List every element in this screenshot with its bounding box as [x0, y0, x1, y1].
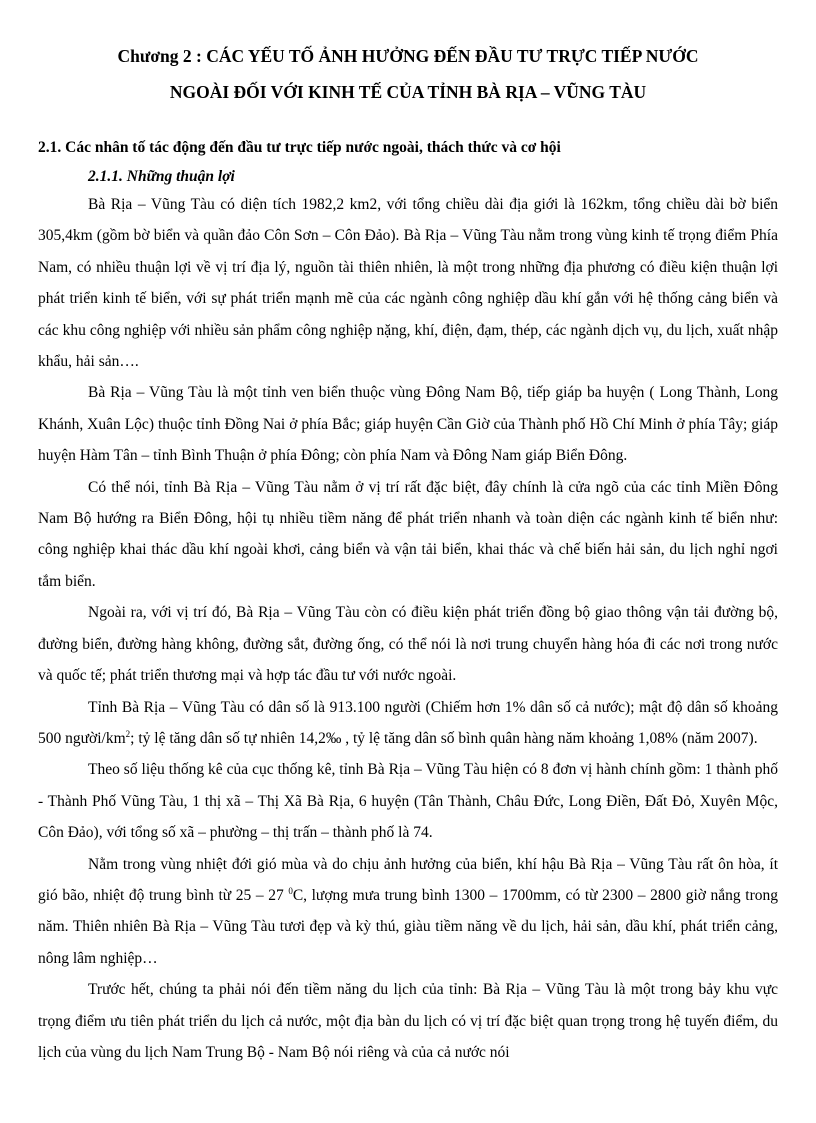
chapter-title-line-1: Chương 2 : CÁC YẾU TỐ ẢNH HƯỞNG ĐẾN ĐẦU TƯ TRỰC TIẾP NƯỚC	[117, 46, 699, 66]
paragraph-tourism: Trước hết, chúng ta phải nói đến tiềm năng du lịch của tỉnh: Bà Rịa – Vũng Tàu là một trong bảy khu vực trọng điểm ưu tiên phát triển du lịch cả nước, một địa bàn du lịch có vị trí đặc biệt quan trọng trong hệ tuyến điểm, du lịch của vùng du lịch Nam Trung Bộ - Nam Bộ nói riêng và của cả nước nói	[38, 981, 778, 1061]
body-text	[38, 189, 778, 1068]
paragraph-population	[38, 692, 778, 755]
climate-text-start: Nằm trong vùng nhiệt đới gió mùa và do chịu ảnh hưởng của biển, khí hậu Bà Rịa – Vũng Tàu rất ôn hòa, ít gió bão, nhiệt độ trung bình từ 25 – 27	[38, 855, 778, 904]
climate-text-end: C, lượng mưa trung bình 1300 – 1700mm, có từ 2300 – 2800 giờ nắng trong năm. Thiên nhiên Bà Rịa – Vũng Tàu tươi đẹp và kỳ thú, giàu tiềm năng về du lịch, hải sản, dầu khí, phát triển cảng, nông lâm nghiệp…	[38, 886, 778, 967]
degree-superscript: 0	[288, 885, 293, 896]
paragraph-borders: Bà Rịa – Vũng Tàu là một tỉnh ven biển thuộc vùng Đông Nam Bộ, tiếp giáp ba huyện ( Long Thành, Long Khánh, Xuân Lộc) thuộc tỉnh Đồng Nai ở phía Bắc; giáp huyện Cần Giờ của Thành phố Hồ Chí Minh ở phía Tây; giáp huyện Hàm Tân – tỉnh Bình Thuận ở phía Đông; còn phía Nam và Đông Nam giáp Biển Đông.	[38, 384, 778, 465]
paragraph-climate	[38, 849, 778, 975]
section-heading: 2.1. Các nhân tố tác động đến đầu tư trực tiếp nước ngoài, thách thức và cơ hội	[38, 139, 561, 156]
population-text-end: ; tỷ lệ tăng dân số tự nhiên 14,2‰ , tỷ lệ tăng dân số bình quân hàng năm khoảng 1,08% (năm 2007).	[130, 729, 758, 747]
chapter-title	[40, 38, 776, 110]
subsection-heading: 2.1.1. Những thuận lợi	[88, 168, 235, 185]
population-text-start: Tỉnh Bà Rịa – Vũng Tàu có dân số là 913.100 người (Chiếm hơn 1% dân số cả nước); mật độ dân số khoảng 500 người/km	[38, 698, 778, 747]
population-superscript: 2	[125, 728, 131, 739]
chapter-title-line-2: NGOÀI ĐỐI VỚI KINH TẾ CỦA TỈNH BÀ RỊA – VŨNG TÀU	[169, 82, 647, 102]
paragraph-administration: Theo số liệu thống kê của cục thống kê, tỉnh Bà Rịa – Vũng Tàu hiện có 8 đơn vị hành chính gồm: 1 thành phố - Thành Phố Vũng Tàu, 1 thị xã – Thị Xã Bà Rịa, 6 huyện (Tân Thành, Châu Đức, Long Điền, Đất Đỏ, Xuyên Mộc, Côn Đảo), với tổng số xã – phường – thị trấn – thành phố là 74.	[38, 761, 778, 842]
paragraph-location: Có thể nói, tỉnh Bà Rịa – Vũng Tàu nằm ở vị trí rất đặc biệt, đây chính là cửa ngõ của các tỉnh Miền Đông Nam Bộ hướng ra Biển Đông, hội tụ nhiều tiềm năng để phát triển nhanh và toàn diện các ngành kinh tế biển như: công nghiệp khai thác dầu khí ngoài khơi, cảng biển và vận tải biển, khai thác và chế biến hải sản, du lịch nghỉ ngơi tắm biển.	[38, 478, 778, 590]
paragraph-area: Bà Rịa – Vũng Tàu có diện tích 1982,2 km2, với tổng chiều dài địa giới là 162km, tổng chiều dài bờ biển 305,4km (gồm bờ biển và quần đảo Côn Sơn – Côn Đảo). Bà Rịa – Vũng Tàu nằm trong vùng kinh tế trọng điểm Phía Nam, có nhiều thuận lợi về vị trí địa lý, nguồn tài thiên nhiên, là một trong những địa phương có điều kiện thuận lợi phát triển kinh tế biển, với sự phát triển mạnh mẽ của các ngành công nghiệp dầu khí gắn với hệ thống cảng biển và các khu công nghiệp với nhiều sản phẩm công nghiệp nặng, khí, điện, đạm, thép, các ngành dịch vụ, du lịch, xuất nhập khẩu, hải sản….	[38, 196, 778, 371]
paragraph-transport: Ngoài ra, với vị trí đó, Bà Rịa – Vũng Tàu còn có điều kiện phát triển đồng bộ giao thông vận tải đường bộ, đường biển, đường hàng không, đường sắt, đường ống, có thể nói là nơi trung chuyển hàng hóa đi các nơi trong nước và quốc tế; phát triển thương mại và hợp tác đầu tư với nước ngoài.	[38, 604, 778, 685]
